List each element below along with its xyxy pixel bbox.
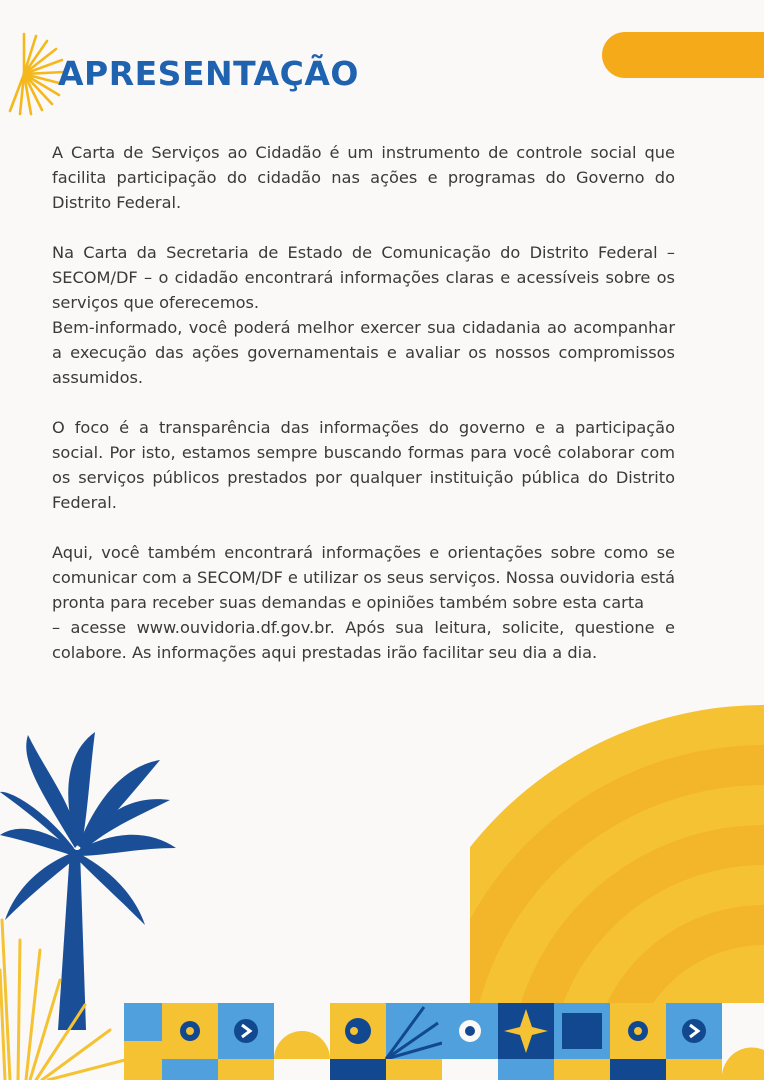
pattern-tiles-icon	[124, 1003, 764, 1080]
sun-icon	[0, 32, 66, 116]
header-accent-bar	[602, 32, 764, 78]
paragraph: O foco é a transparência das informações do governo e a participação social. Por isto, estamos sempre buscando formas para você colaborar com os serviços públicos prestados por qualquer instituição pública do Distrito Federal.	[52, 418, 675, 512]
paragraph: A Carta de Serviços ao Cidadão é um instrumento de controle social que facilita participação do cidadão nas ações e programas do Governo do Distrito Federal.	[52, 143, 675, 212]
body-text	[52, 140, 675, 665]
paragraph: Na Carta da Secretaria de Estado de Comunicação do Distrito Federal – SECOM/DF – o cidadão encontrará informações claras e acessíveis sobre os serviços que oferecemos.	[52, 243, 675, 312]
page-title: APRESENTAÇÃO	[58, 54, 359, 93]
paragraph: – acesse www.ouvidoria.df.gov.br. Após sua leitura, solicite, questione e colabore. As informações aqui prestadas irão facilitar seu dia a dia.	[52, 618, 675, 662]
paragraph: Aqui, você também encontrará informações e orientações sobre como se comunicar com a SECOM/DF e utilizar os seus serviços. Nossa ouvidoria está pronta para receber suas demandas e opiniões também sobre esta carta	[52, 543, 675, 612]
paragraph: Bem-informado, você poderá melhor exercer sua cidadania ao acompanhar a execução das ações governamentais e avaliar os nossos compromissos assumidos.	[52, 318, 675, 387]
grass-icon	[0, 910, 130, 1080]
